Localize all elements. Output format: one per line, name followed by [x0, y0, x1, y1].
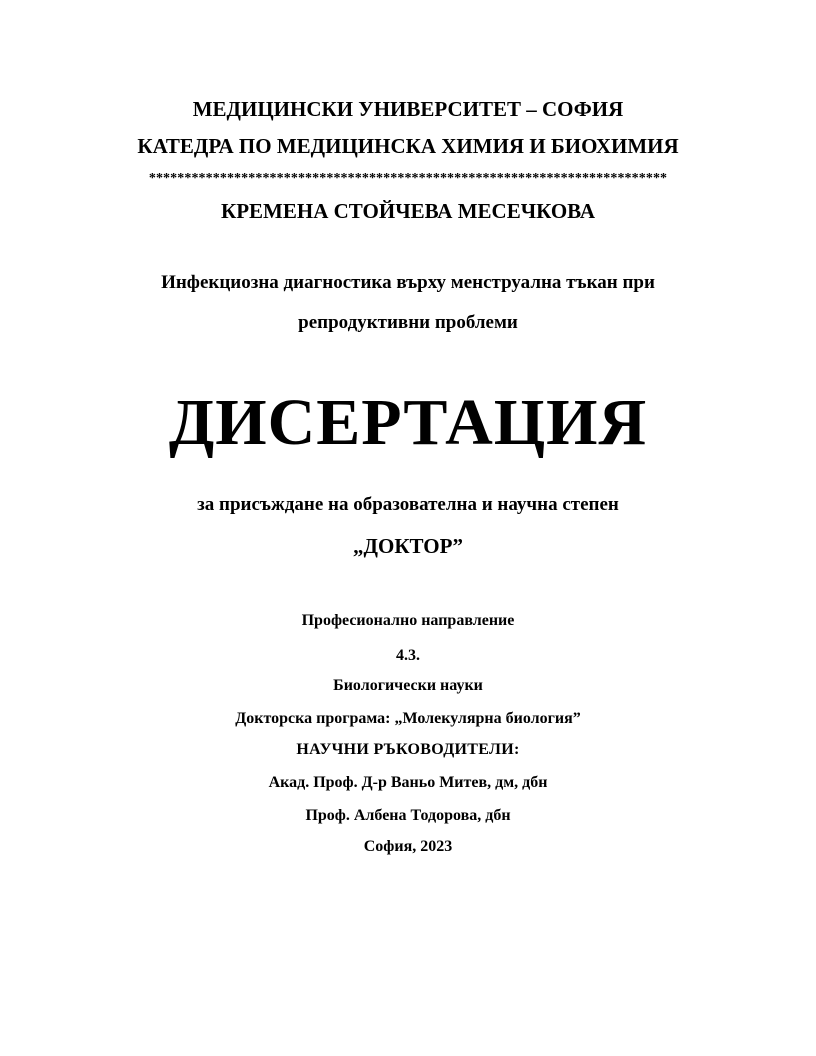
- professional-field-code: 4.3.: [396, 647, 420, 664]
- professional-field-name: Биологически науки: [333, 677, 483, 694]
- asterisk-separator: *************************************************************************: [148, 171, 668, 186]
- university-name: МЕДИЦИНСКИ УНИВЕРСИТЕТ – СОФИЯ: [192, 97, 624, 121]
- department-name: КАТЕДРА ПО МЕДИЦИНСКА ХИМИЯ И БИОХИМИЯ: [137, 134, 679, 158]
- degree-purpose: за присъждане на образователна и научна степен: [197, 494, 619, 515]
- author-name: КРЕМЕНА СТОЙЧЕВА МЕСЕЧКОВА: [220, 199, 596, 223]
- thesis-title-line-2: репродуктивни проблеми: [298, 312, 518, 333]
- document-type-heading: ДИСЕРТАЦИЯ: [168, 386, 648, 459]
- doctoral-program: Докторска програма: „Молекулярна биология”: [235, 710, 581, 727]
- supervisors-label: НАУЧНИ РЪКОВОДИТЕЛИ:: [296, 741, 520, 758]
- thesis-title-line-1: Инфекциозна диагностика върху менструална тъкан при: [161, 272, 655, 293]
- place-and-year: София, 2023: [363, 838, 453, 855]
- supervisor-2: Проф. Албена Тодорова, дбн: [305, 807, 511, 824]
- supervisor-1: Акад. Проф. Д-р Ваньо Митев, дм, дбн: [268, 774, 548, 791]
- degree-name: „ДОКТОР”: [353, 534, 463, 558]
- professional-field-label: Професионално направление: [301, 612, 515, 629]
